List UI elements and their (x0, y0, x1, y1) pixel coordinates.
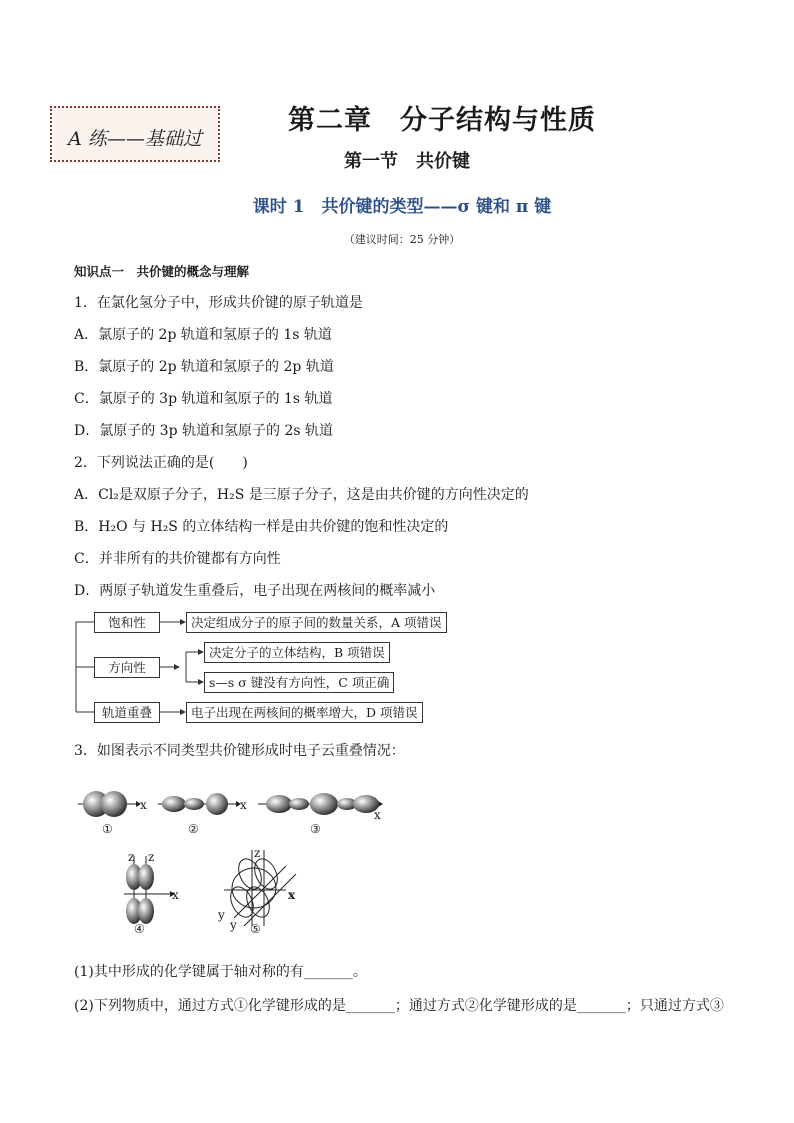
overlap-s-p (158, 793, 241, 815)
map-note-direction-2: s—s σ 键没有方向性，C 项正确 (204, 672, 394, 693)
q1-stem: 1．在氯化氢分子中，形成共价键的原子轨道是 (74, 295, 363, 311)
map-node-direction: 方向性 (94, 657, 160, 678)
q3-sub1: (1)其中形成的化学键属于轴对称的有_______。 (74, 964, 367, 980)
q2-stem: 2．下列说法正确的是( ) (74, 455, 248, 471)
time-hint: （建议时间：25 分钟） (343, 233, 461, 246)
chapter-title: 第二章 分子结构与性质 (288, 105, 596, 136)
axis-x-label-1: x (140, 798, 147, 812)
q3-sub2: (2)下列物质中，通过方式①化学键形成的是_______；通过方式②化学键形成的是_______；只通过方式③ (74, 998, 724, 1014)
q2-option-d: D．两原子轨道发生重叠后，电子出现在两核间的概率减小 (74, 583, 436, 599)
axis-z-label-4b: z (148, 850, 155, 864)
overlap-p-p (258, 793, 383, 815)
figure-label-4: ④ (134, 922, 145, 936)
axis-x-label-5: x (288, 888, 296, 902)
q2-option-b: B．H₂O 与 H₂S 的立体结构一样是由共价键的饱和性决定的 (74, 519, 449, 535)
q1-option-a: A．氯原子的 2p 轨道和氢原子的 1s 轨道 (74, 327, 332, 343)
figure-label-5: ⑤ (250, 922, 261, 936)
figure-label-3: ③ (310, 822, 321, 836)
map-note-overlap: 电子出现在两核间的概率增大，D 项错误 (186, 702, 423, 723)
axis-x-label-4: x (172, 888, 179, 902)
lesson-title: 课时 1 共价键的类型——σ 键和 π 键 (252, 197, 552, 217)
axis-z-label-4a: z (128, 850, 135, 864)
q1-option-c: C．氯原子的 3p 轨道和氢原子的 1s 轨道 (74, 391, 333, 407)
overlap-pi-wireframe (224, 850, 296, 926)
q3-stem: 3．如图表示不同类型共价键形成时电子云重叠情况： (74, 743, 405, 759)
q2-option-c: C．并非所有的共价键都有方向性 (74, 551, 281, 567)
axis-y-label-5b: y (230, 918, 237, 932)
map-node-saturation: 饱和性 (94, 612, 160, 633)
overlap-s-s (78, 791, 141, 817)
map-note-direction-1: 决定分子的立体结构，B 项错误 (204, 642, 390, 663)
q1-option-d: D．氯原子的 3p 轨道和氢原子的 2s 轨道 (74, 423, 333, 439)
map-note-saturation: 决定组成分子的原子间的数量关系，A 项错误 (186, 612, 447, 633)
section-title: 第一节 共价键 (344, 151, 470, 172)
axis-x-label-3: x (374, 808, 381, 822)
concept-map (70, 608, 490, 726)
q1-option-b: B．氯原子的 2p 轨道和氢原子的 2p 轨道 (74, 359, 334, 375)
axis-y-label-5a: y (218, 908, 225, 922)
map-node-overlap: 轨道重叠 (94, 702, 160, 723)
axis-x-label-2: x (240, 798, 247, 812)
badge-label: A 练——基础过 (68, 128, 202, 150)
overlap-pi-side (124, 856, 175, 924)
electron-cloud-drawing (74, 778, 394, 938)
electron-cloud-figure (74, 778, 394, 938)
figure-label-2: ② (188, 822, 199, 836)
axis-z-label-5: z (254, 846, 261, 860)
knowledge-point-heading: 知识点一 共价键的概念与理解 (74, 264, 250, 279)
figure-label-1: ① (102, 822, 113, 836)
q2-option-a: A．Cl₂是双原子分子，H₂S 是三原子分子，这是由共价键的方向性决定的 (74, 487, 529, 503)
